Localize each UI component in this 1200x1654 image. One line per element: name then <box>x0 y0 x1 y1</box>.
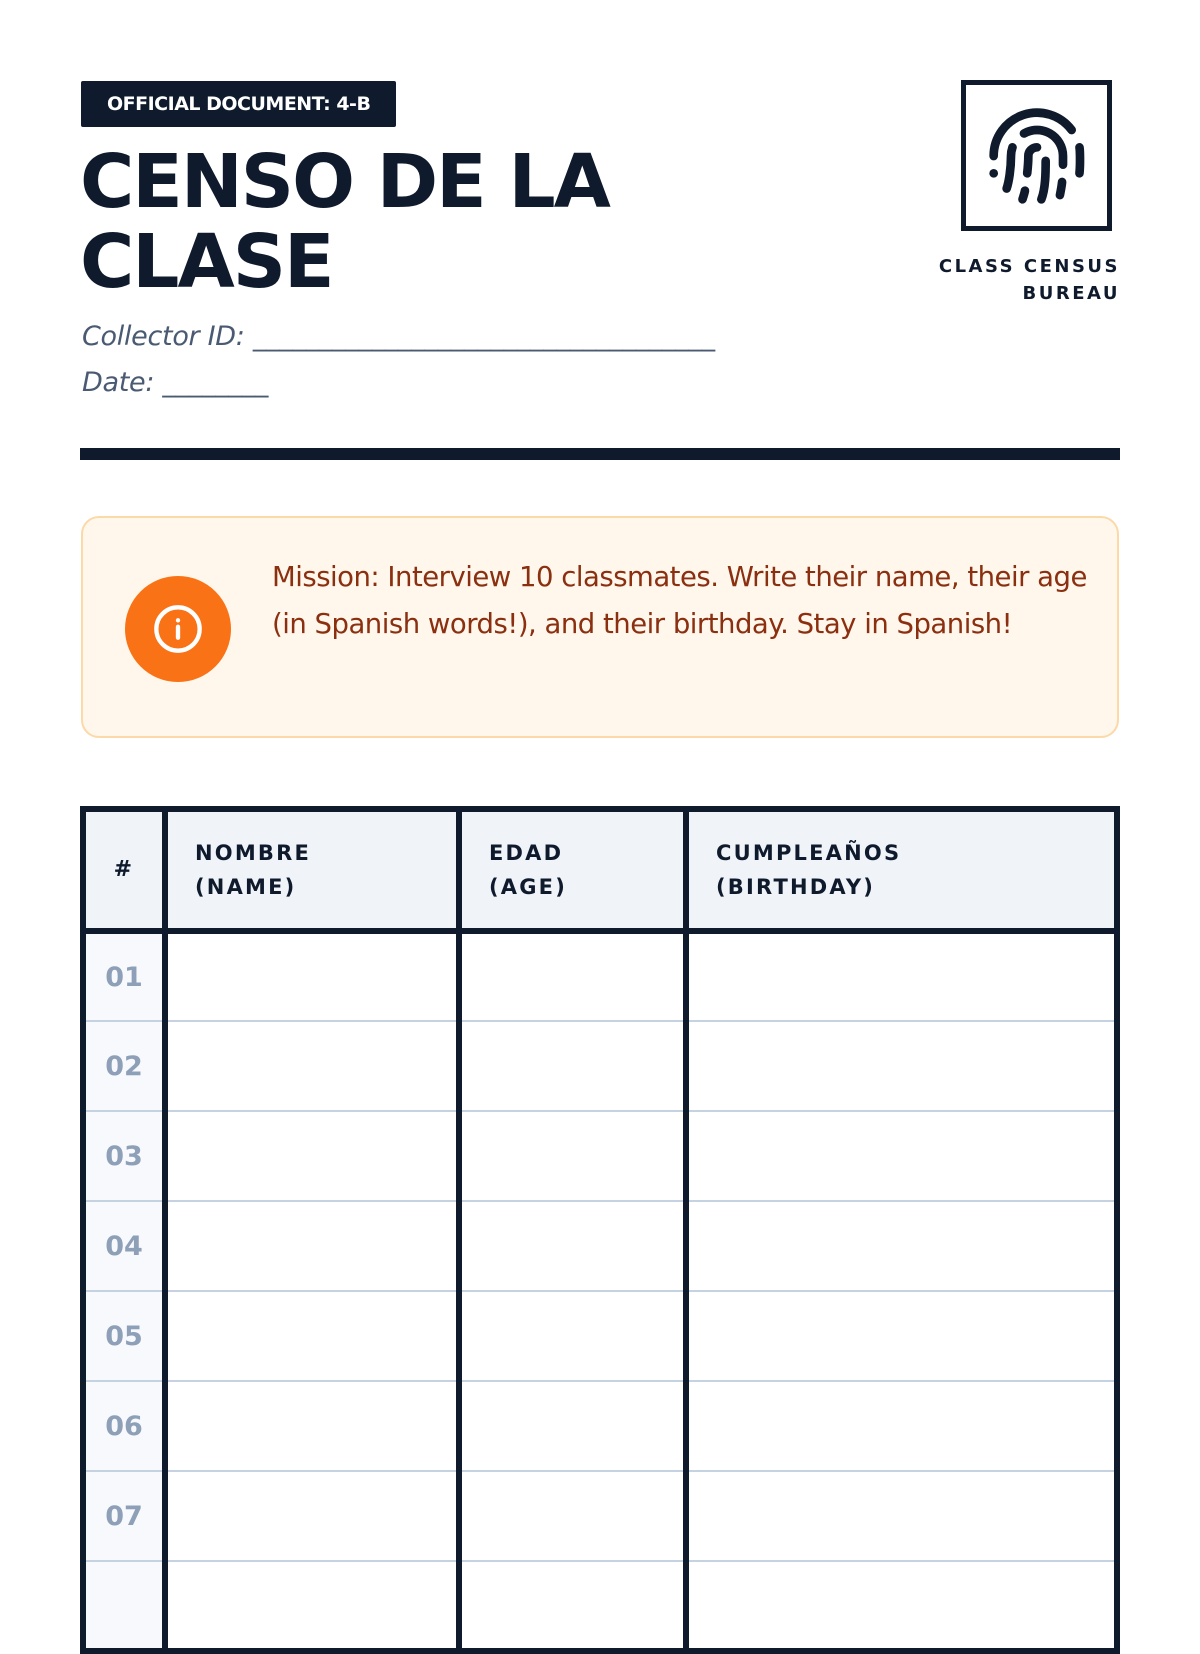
age-cell[interactable] <box>459 1201 686 1291</box>
table-row <box>83 1291 1117 1381</box>
column-header-number: # <box>83 809 165 931</box>
row-number: 02 <box>83 1021 165 1111</box>
mission-callout <box>81 516 1119 738</box>
column-header-birthday <box>686 809 1117 931</box>
name-cell[interactable] <box>165 1471 459 1561</box>
age-cell[interactable] <box>459 931 686 1021</box>
name-cell[interactable] <box>165 1291 459 1381</box>
row-number: 06 <box>83 1381 165 1471</box>
table-row <box>83 1201 1117 1291</box>
page-title <box>80 139 609 305</box>
birthday-cell[interactable] <box>686 1471 1117 1561</box>
name-cell[interactable] <box>165 931 459 1021</box>
birthday-cell[interactable] <box>686 1561 1117 1651</box>
badge-caption-line: BUREAU <box>1022 283 1120 304</box>
age-cell[interactable] <box>459 1561 686 1651</box>
column-header-label: EDAD <box>489 841 564 865</box>
age-cell[interactable] <box>459 1471 686 1561</box>
age-cell[interactable] <box>459 1111 686 1201</box>
birthday-cell[interactable] <box>686 1291 1117 1381</box>
table-row <box>83 1471 1117 1561</box>
table-row <box>83 1111 1117 1201</box>
age-cell[interactable] <box>459 1021 686 1111</box>
fingerprint-icon <box>985 104 1089 208</box>
birthday-cell[interactable] <box>686 1381 1117 1471</box>
birthday-cell[interactable] <box>686 1201 1117 1291</box>
column-header-label: (BIRTHDAY) <box>716 875 876 899</box>
name-cell[interactable] <box>165 1021 459 1111</box>
date-field[interactable]: Date: ________ <box>82 367 269 398</box>
column-header-label: (NAME) <box>195 875 297 899</box>
table-row <box>83 1381 1117 1471</box>
name-cell[interactable] <box>165 1381 459 1471</box>
row-number: 01 <box>83 931 165 1021</box>
name-cell[interactable] <box>165 1561 459 1651</box>
header-divider <box>80 448 1120 460</box>
table-header-row <box>83 809 1117 931</box>
badge-caption <box>880 253 1120 307</box>
column-header-label: CUMPLEAÑOS <box>716 841 902 865</box>
column-header-age <box>459 809 686 931</box>
name-cell[interactable] <box>165 1111 459 1201</box>
age-cell[interactable] <box>459 1291 686 1381</box>
birthday-cell[interactable] <box>686 1021 1117 1111</box>
row-number: 03 <box>83 1111 165 1201</box>
birthday-cell[interactable] <box>686 1111 1117 1201</box>
bureau-badge <box>961 80 1112 231</box>
age-cell[interactable] <box>459 1381 686 1471</box>
census-table <box>80 806 1120 1654</box>
title-line: CENSO DE LA <box>80 139 609 225</box>
table-row <box>83 931 1117 1021</box>
column-header-label: NOMBRE <box>195 841 312 865</box>
title-line: CLASE <box>80 219 333 305</box>
table-row <box>83 1561 1117 1651</box>
table-row <box>83 1021 1117 1111</box>
document-tag: OFFICIAL DOCUMENT: 4-B <box>81 81 396 127</box>
column-header-name <box>165 809 459 931</box>
row-number: 07 <box>83 1471 165 1561</box>
row-number: 05 <box>83 1291 165 1381</box>
collector-id-field[interactable]: Collector ID: ___________________________________ <box>82 321 715 352</box>
row-number: 04 <box>83 1201 165 1291</box>
badge-caption-line: CLASS CENSUS <box>938 256 1120 277</box>
name-cell[interactable] <box>165 1201 459 1291</box>
row-number <box>83 1561 165 1651</box>
info-icon <box>125 576 231 682</box>
birthday-cell[interactable] <box>686 931 1117 1021</box>
mission-text: Mission: Interview 10 classmates. Write their name, their age (in Spanish words!), and their birthday. Stay in Spanish! <box>272 561 1087 640</box>
column-header-label: (AGE) <box>489 875 568 899</box>
